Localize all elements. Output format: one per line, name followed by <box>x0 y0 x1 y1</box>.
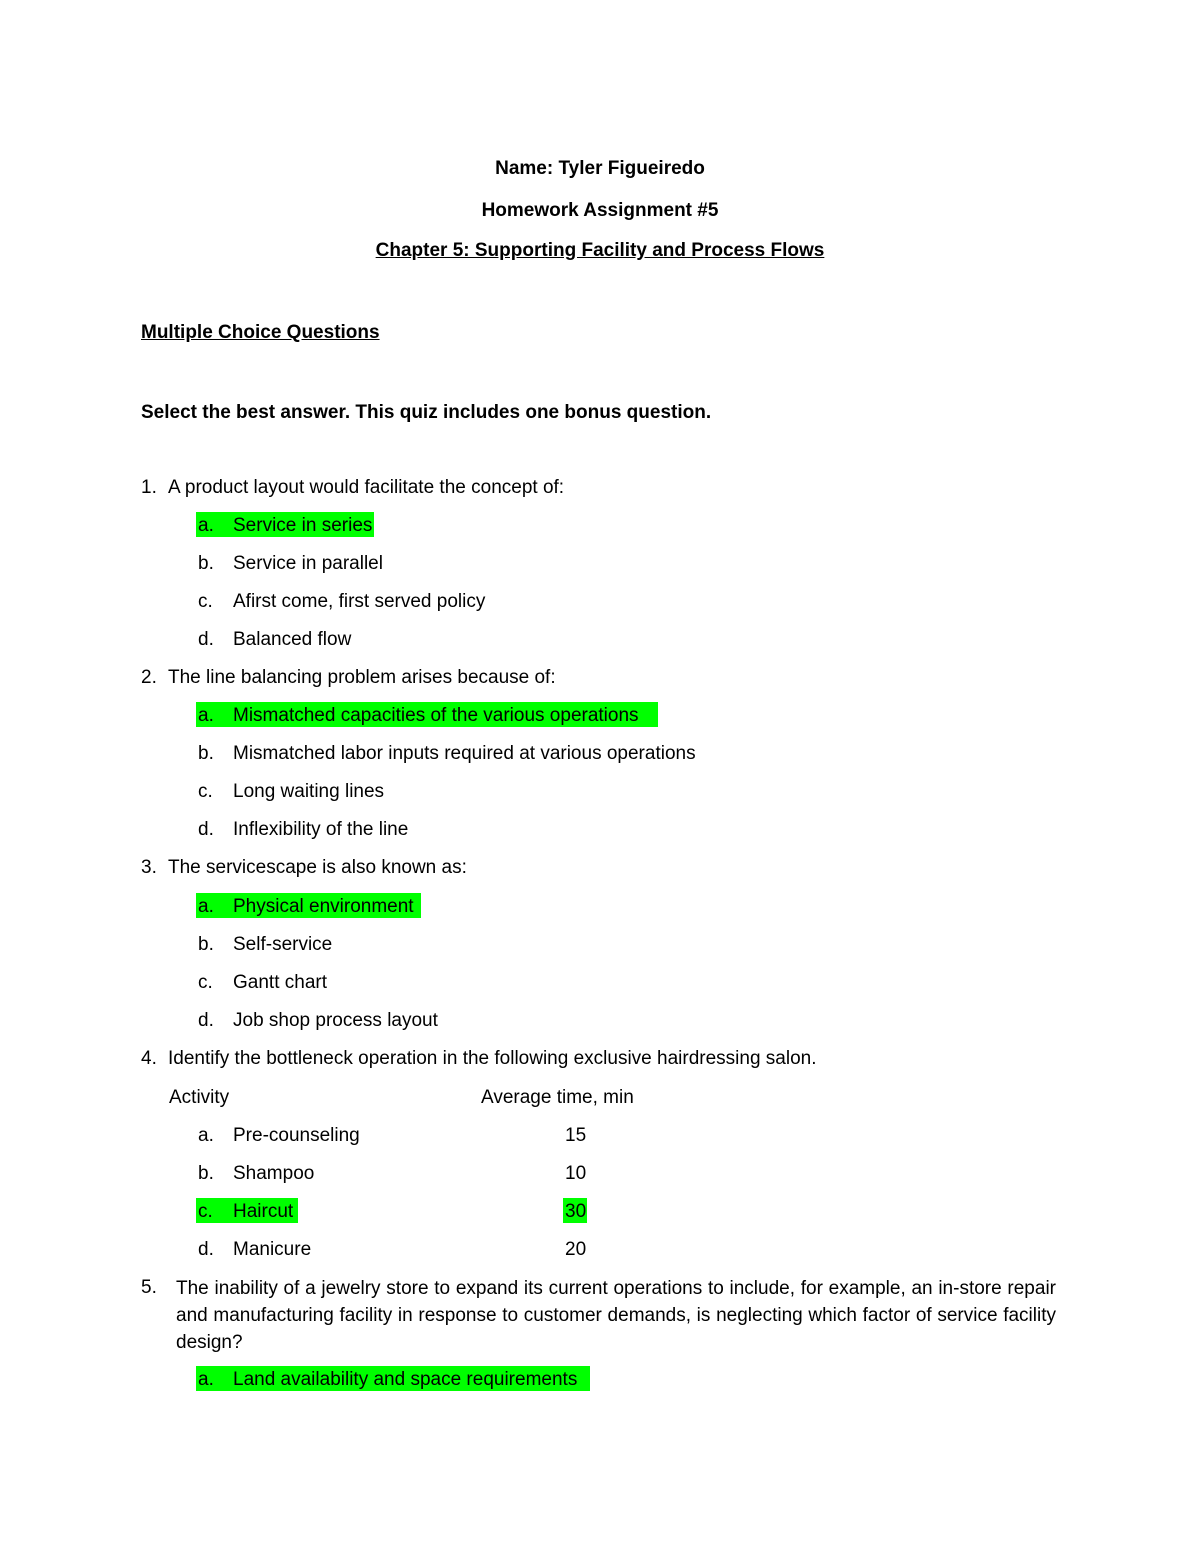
row-time: 30 <box>565 1201 587 1222</box>
row-letter: c. <box>198 1201 213 1222</box>
option-letter: c. <box>198 591 213 612</box>
option-text: Physical environment <box>233 896 414 917</box>
row-time: 20 <box>565 1239 587 1260</box>
row-activity: Shampoo <box>233 1163 315 1184</box>
question-number: 4. <box>141 1048 157 1069</box>
option-letter: c. <box>198 972 213 993</box>
row-activity: Pre-counseling <box>233 1125 360 1146</box>
option-text: Afirst come, first served policy <box>233 591 486 612</box>
option-letter: d. <box>198 629 214 650</box>
option-text: Job shop process layout <box>233 1010 438 1031</box>
table-header-activity: Activity <box>169 1087 230 1108</box>
row-letter: b. <box>198 1163 214 1184</box>
option-text: Mismatched capacities of the various operations <box>233 705 639 726</box>
option-letter: a. <box>198 705 214 726</box>
section-title: Multiple Choice Questions <box>141 322 380 343</box>
table-header-time: Average time, min <box>481 1087 634 1108</box>
row-activity: Manicure <box>233 1239 312 1260</box>
question-text: The inability of a jewelry store to expand its current operations to include, for example, an in-store repair and manufacturing facility in response to customer demands, is neglecting which factor of service facility design? <box>176 1278 1056 1353</box>
question-number: 1. <box>141 477 157 498</box>
question-number: 3. <box>141 857 157 878</box>
option-letter: a. <box>198 1369 214 1390</box>
row-activity: Haircut <box>233 1201 294 1222</box>
question-number: 2. <box>141 667 157 688</box>
chapter-title: Chapter 5: Supporting Facility and Process Flows <box>375 240 825 261</box>
row-time: 10 <box>565 1163 587 1184</box>
option-letter: b. <box>198 934 214 955</box>
option-text: Inflexibility of the line <box>233 819 409 840</box>
student-name: Name: Tyler Figueiredo <box>495 158 705 179</box>
option-text: Service in parallel <box>233 553 383 574</box>
row-time: 15 <box>565 1125 587 1146</box>
row-letter: a. <box>198 1125 214 1146</box>
option-letter: d. <box>198 819 214 840</box>
option-letter: d. <box>198 1010 214 1031</box>
question-text: Identify the bottleneck operation in the following exclusive hairdressing salon. <box>168 1048 817 1069</box>
option-letter: a. <box>198 896 214 917</box>
option-text: Long waiting lines <box>233 781 385 802</box>
question-text: A product layout would facilitate the concept of: <box>168 477 565 498</box>
option-letter: b. <box>198 743 214 764</box>
question-text: The servicescape is also known as: <box>168 857 467 878</box>
row-letter: d. <box>198 1239 214 1260</box>
option-letter: c. <box>198 781 213 802</box>
question-number: 5. <box>141 1277 157 1298</box>
option-text: Balanced flow <box>233 629 352 650</box>
option-text: Gantt chart <box>233 972 327 993</box>
option-letter: b. <box>198 553 214 574</box>
option-text: Mismatched labor inputs required at various operations <box>233 743 696 764</box>
option-text: Land availability and space requirements <box>233 1369 578 1390</box>
option-text: Service in series <box>233 515 373 536</box>
instructions: Select the best answer. This quiz includes one bonus question. <box>141 402 712 423</box>
question-5 <box>0 1275 1200 1355</box>
option-letter: a. <box>198 515 214 536</box>
question-text: The line balancing problem arises because of: <box>168 667 556 688</box>
option-text: Self-service <box>233 934 333 955</box>
assignment-title: Homework Assignment #5 <box>481 200 719 221</box>
